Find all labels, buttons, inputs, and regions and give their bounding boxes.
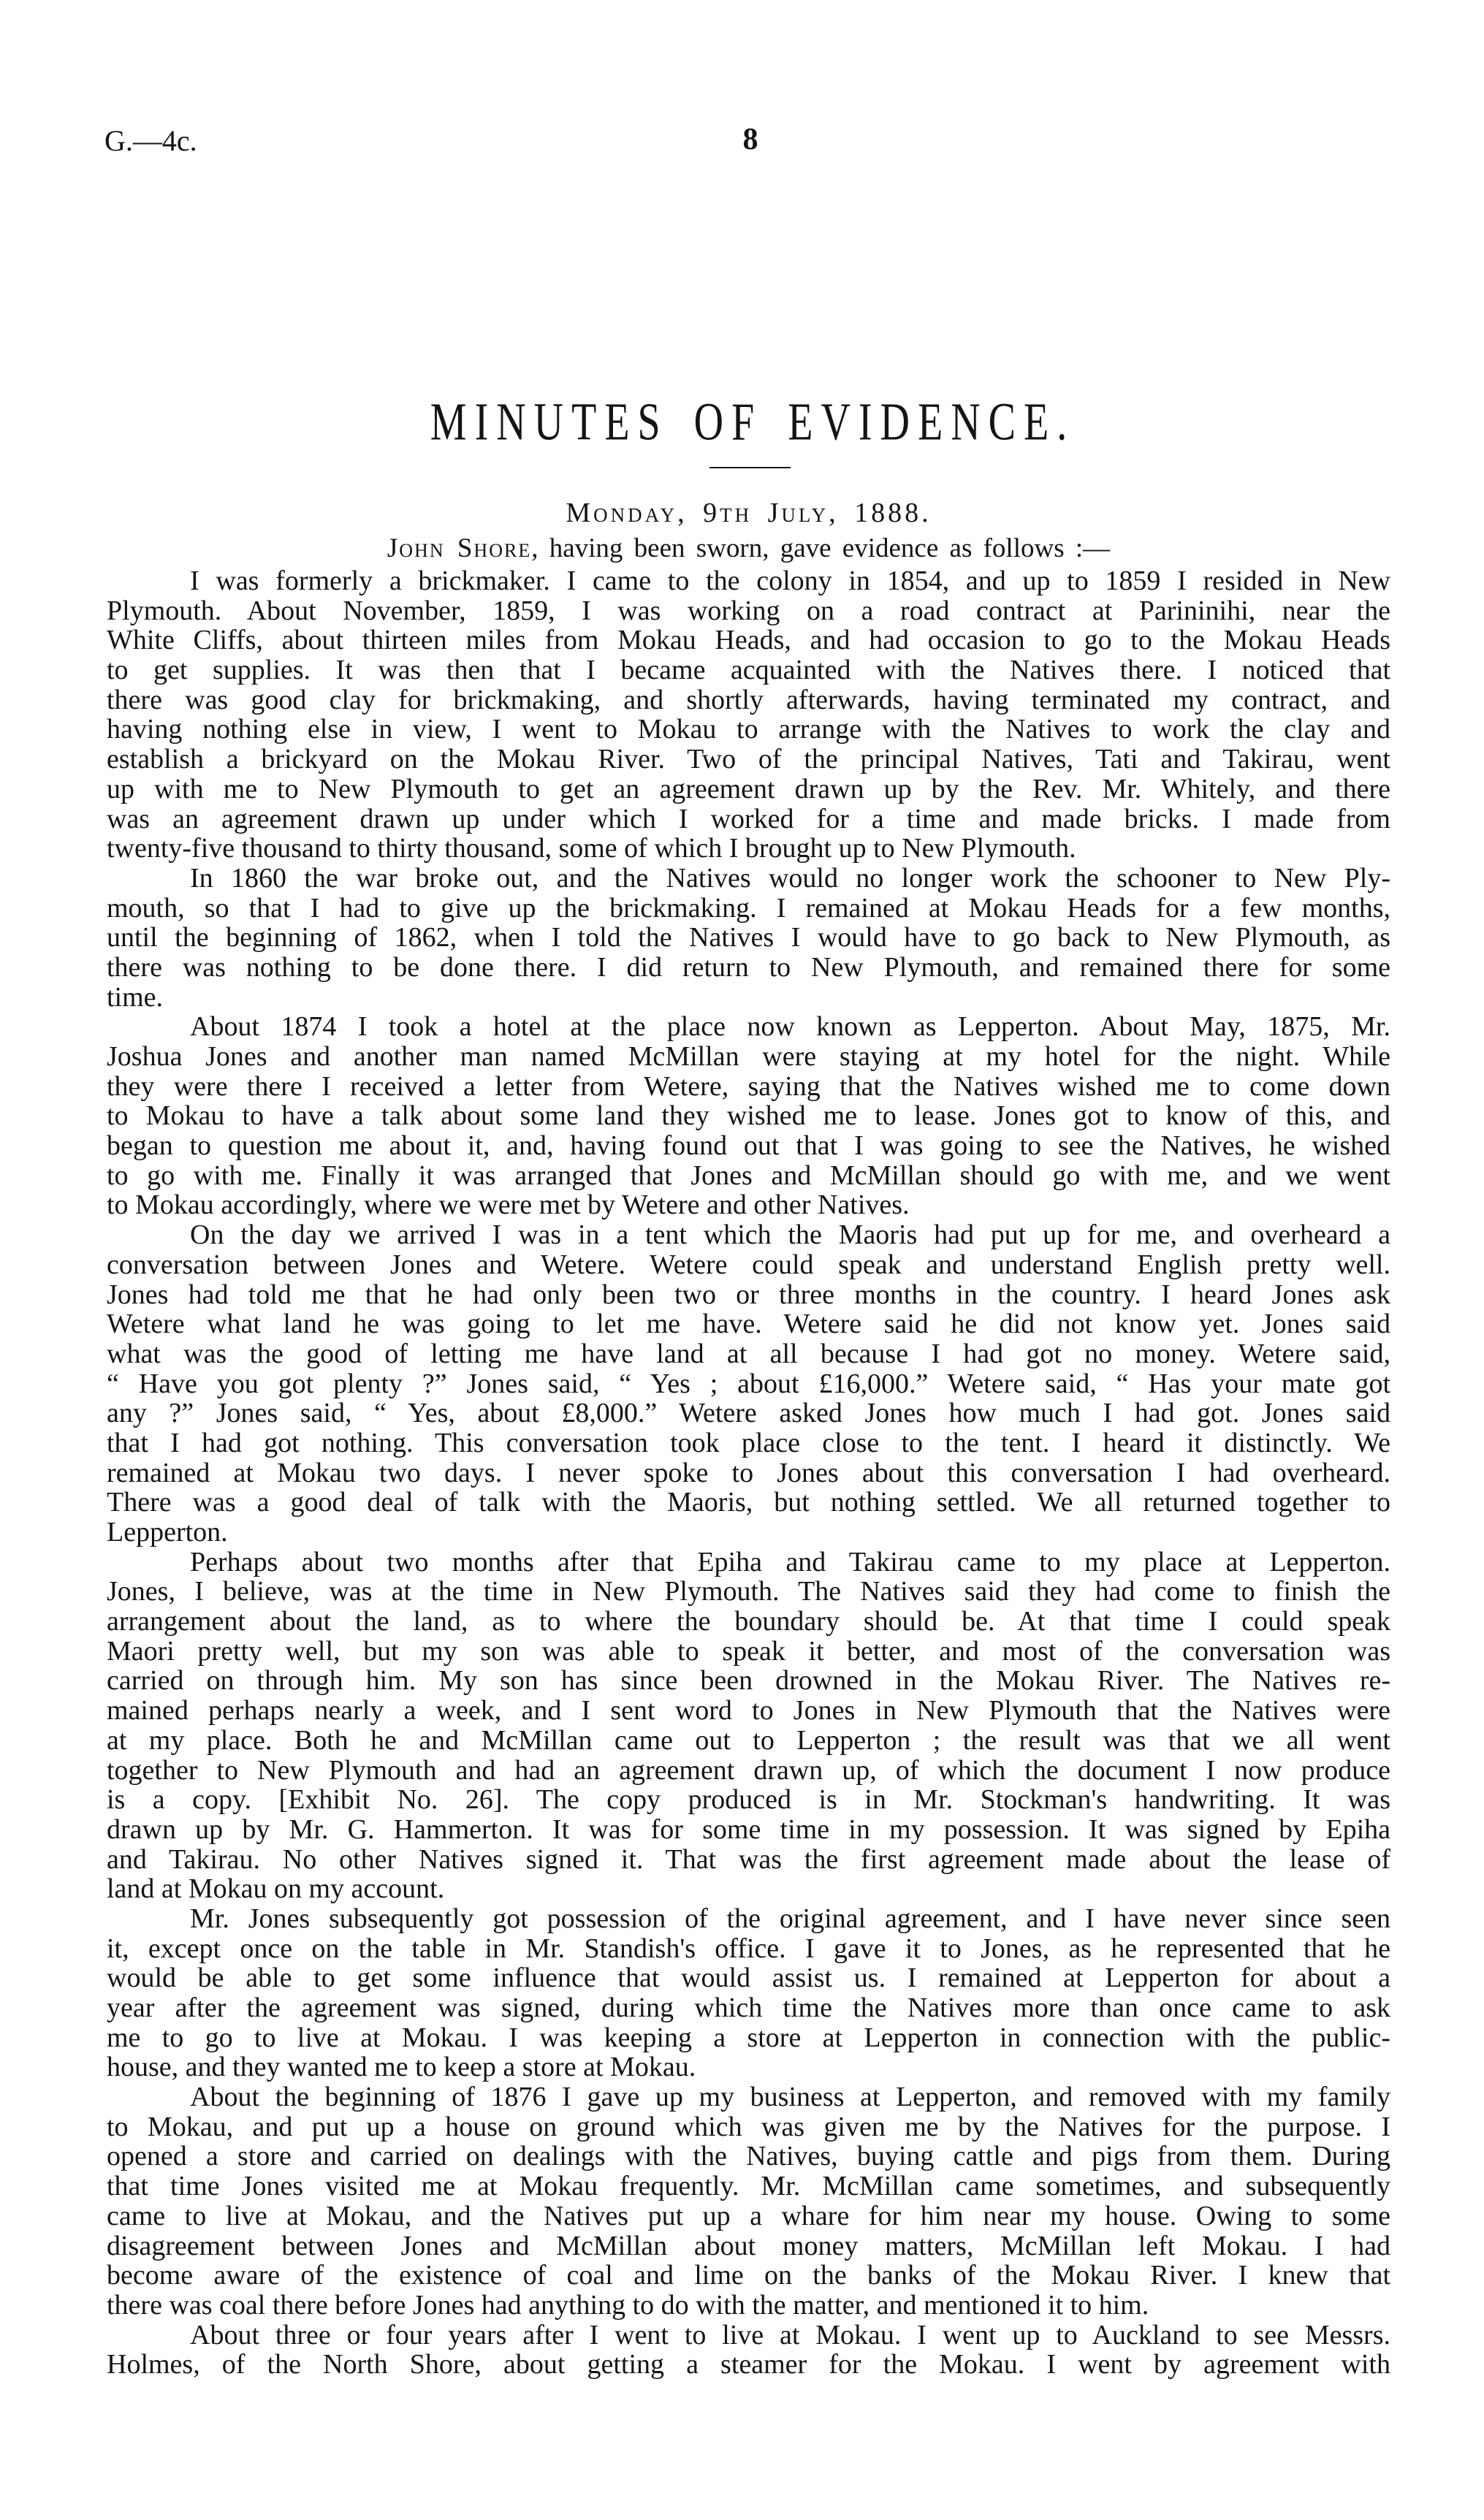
text-line: In 1860 the war broke out, and the Natives would no longer work the schooner to New Ply- [190,863,1390,894]
text-line: to go with me. Finally it was arranged that Jones and McMillan should go with me, and we went [107,1160,1390,1191]
text-line: On the day we arrived I was in a tent which the Maoris had put up for me, and overheard a [190,1220,1390,1250]
text-line: Perhaps about two months after that Epiha and Takirau came to my place at Lepperton. [190,1547,1390,1577]
paragraph [107,1220,1390,1548]
text-line: About 1874 I took a hotel at the place now known as Lepperton. About May, 1875, Mr. [190,1012,1390,1042]
text-line: began to question me about it, and, having found out that I was going to see the Natives, he wished [107,1131,1390,1161]
text-line: About the beginning of 1876 I gave up my business at Lepperton, and removed with my family [190,2082,1390,2112]
paragraph [107,2321,1390,2380]
text-line: drawn up by Mr. G. Hammerton. It was for some time in my possession. It was signed by Epiha [107,1814,1390,1845]
text-line: Plymouth. About November, 1859, I was working on a road contract at Parininihi, near the [107,595,1390,626]
paragraph [107,2082,1390,2321]
text-line: Lepperton. [107,1518,228,1548]
text-line: mouth, so that I had to give up the brickmaking. I remained at Mokau Heads for a few months, [107,893,1390,924]
title-rule [709,467,791,468]
text-line: opened a store and carried on dealings with the Natives, buying cattle and pigs from them. During [107,2142,1390,2172]
page-title: MINUTES OF EVIDENCE. [430,392,1076,452]
witness-intro-text: , having been sworn, gave evidence as follows :— [531,533,1111,563]
text-line: to Mokau accordingly, where we were met by Wetere and other Natives. [107,1190,910,1221]
text-line: would be able to get some influence that would assist us. I remained at Lepperton for about a [107,1963,1390,1993]
text-line: came to live at Mokau, and the Natives put up a whare for him near my house. Owing to some [107,2201,1390,2231]
text-line: to Mokau, and put up a house on ground which was given me by the Natives for the purpose. I [107,2112,1390,2142]
text-line: establish a brickyard on the Mokau River. Two of the principal Natives, Tati and Takirau, went [107,745,1390,774]
text-line: About three or four years after I went to live at Mokau. I went up to Auckland to see Messrs. [190,2320,1390,2350]
text-line: become aware of the existence of coal and lime on the banks of the Mokau River. I knew that [107,2261,1390,2291]
text-line: year after the agreement was signed, during which time the Natives more than once came to ask [107,1993,1390,2023]
document-reference: G.—4c. [104,124,197,157]
text-line: is a copy. [Exhibit No. 26]. The copy produced is in Mr. Stockman's handwriting. It was [107,1785,1390,1815]
paragraph [107,566,1390,864]
text-line: “ Have you got plenty ?” Jones said, “ Yes ; about £16,000.” Wetere said, “ Has your mate got [107,1369,1390,1399]
text-line: Jones had told me that he had only been two or three months in the country. I heard Jones ask [107,1279,1390,1310]
paragraph [107,1012,1390,1220]
text-line: Maori pretty well, but my son was able to speak it better, and most of the conversation was [107,1636,1390,1667]
text-line: Wetere what land he was going to let me have. Wetere said he did not know yet. Jones said [107,1309,1390,1339]
text-line: to Mokau to have a talk about some land they wished me to lease. Jones got to know of this, and [107,1101,1390,1132]
text-line: Joshua Jones and another man named McMillan were staying at my hotel for the night. While [107,1042,1390,1072]
text-line: house, and they wanted me to keep a store at Mokau. [107,2052,696,2083]
text-line: mained perhaps nearly a week, and I sent word to Jones in New Plymouth that the Natives were [107,1696,1390,1726]
text-line: Holmes, of the North Shore, about getting a steamer for the Mokau. I went by agreement with [107,2350,1390,2380]
text-line: Mr. Jones subsequently got possession of the original agreement, and I have never since seen [190,1903,1390,1934]
text-line: I was formerly a brickmaker. I came to the colony in 1854, and up to 1859 I resided in New [190,566,1390,596]
text-line: what was the good of letting me have land at all because I had got no money. Wetere said, [107,1339,1390,1369]
text-line: having nothing else in view, I went to Mokau to arrange with the Natives to work the clay and [107,715,1390,745]
text-line: and Takirau. No other Natives signed it. That was the first agreement made about the lease of [107,1844,1390,1875]
text-line: together to New Plymouth and had an agreement drawn up, of which the document I now produce [107,1755,1390,1786]
paragraph [107,864,1390,1012]
text-line: arrangement about the land, as to where the boundary should be. At that time I could speak [107,1607,1390,1637]
text-line: remained at Mokau two days. I never spoke to Jones about this conversation I had overheard. [107,1458,1390,1488]
text-line: that I had got nothing. This conversation took place close to the tent. I heard it distinctly. We [107,1428,1390,1458]
text-line: any ?” Jones said, “ Yes, about £8,000.” Wetere asked Jones how much I had got. Jones said [107,1398,1390,1428]
text-line: there was nothing to be done there. I did return to New Plymouth, and remained there for some [107,952,1390,983]
text-line: it, except once on the table in Mr. Standish's office. I gave it to Jones, as he represented that he [107,1933,1390,1964]
text-line: that time Jones visited me at Mokau frequently. Mr. McMillan came sometimes, and subsequently [107,2171,1390,2201]
text-line: time. [107,982,164,1013]
witness-name: John Shore [387,533,532,563]
text-line: was an agreement drawn up under which I worked for a time and made bricks. I made from [107,804,1390,834]
text-line: land at Mokau on my account. [107,1874,445,1904]
text-line: There was a good deal of talk with the Maoris, but nothing settled. We all returned together to [107,1488,1390,1518]
text-line: until the beginning of 1862, when I told the Natives I would have to go back to New Plymouth, as [107,923,1390,953]
text-line: they were there I received a letter from Wetere, saying that the Natives wished me to come down [107,1071,1390,1102]
page-number: 8 [742,123,758,156]
evidence-body [107,566,1390,2380]
text-line: there was coal there before Jones had anything to do with the matter, and mentioned it to him. [107,2290,1149,2321]
text-line: there was good clay for brickmaking, and shortly afterwards, having terminated my contract, and [107,685,1390,715]
paragraph [107,1904,1390,2082]
text-line: carried on through him. My son has since been drowned in the Mokau River. The Natives re- [107,1666,1390,1697]
text-line: disagreement between Jones and McMillan about money matters, McMillan left Mokau. I had [107,2231,1390,2261]
text-line: up with me to New Plymouth to get an agreement drawn up by the Rev. Mr. Whitely, and there [107,774,1390,804]
text-line: twenty-five thousand to thirty thousand, some of which I brought up to New Plymouth. [107,834,1076,864]
witness-intro [107,534,1390,563]
text-line: to get supplies. It was then that I became acquainted with the Natives there. I noticed that [107,655,1390,685]
paragraph [107,1548,1390,1904]
text-line: White Cliffs, about thirteen miles from Mokau Heads, and had occasion to go to the Mokau Heads [107,625,1390,656]
text-line: Jones, I believe, was at the time in New Plymouth. The Natives said they had come to finish the [107,1577,1390,1607]
text-line: me to go to live at Mokau. I was keeping a store at Lepperton in connection with the public- [107,2022,1390,2053]
session-date: Monday, 9th July, 1888. [566,498,932,528]
text-line: at my place. Both he and McMillan came out to Lepperton ; the result was that we all went [107,1725,1390,1756]
text-line: conversation between Jones and Wetere. Wetere could speak and understand English pretty well. [107,1249,1390,1280]
